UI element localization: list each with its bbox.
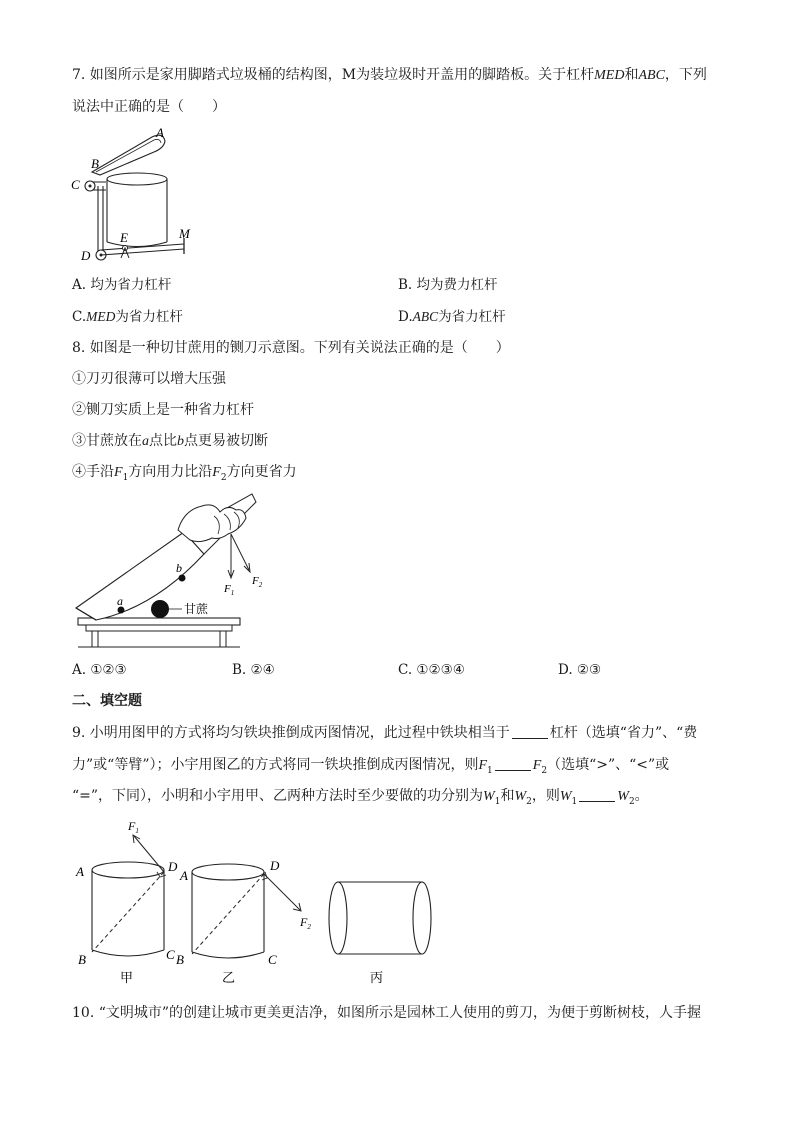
fig-label-cane: 甘蔗: [184, 602, 209, 616]
figure-yi: [176, 858, 311, 985]
fig-label-F1: $F_1$: [128, 819, 139, 835]
fig-label-M: M: [179, 226, 190, 241]
cutter-figure: [74, 490, 263, 654]
fig-caption-jia: 甲: [120, 970, 134, 985]
q9-blank-3[interactable]: [579, 787, 615, 802]
fig-label-F2: $F_2$: [300, 915, 311, 931]
fig-caption-bing: 丙: [370, 970, 384, 985]
q7-option-c[interactable]: C.MED为省力杠杆: [72, 309, 183, 325]
fig-label-A: A: [180, 868, 188, 883]
q7-option-d[interactable]: D.ABC为省力杠杆: [398, 309, 506, 325]
fig-label-C: C: [268, 952, 277, 967]
q9-line1: 9. 小明用图甲的方式将均匀铁块推倒成丙图情况，此过程中铁块相当于 杠杆（选填“省力”、“费: [72, 725, 698, 741]
q8-option-a[interactable]: A. ①②③: [72, 662, 127, 678]
q10-line1: 10. “文明城市”的创建让城市更美更洁净，如图所示是园林工人使用的剪刀，为便于剪断树枝，人手握: [72, 1005, 702, 1021]
q8-stem: 8. 如图是一种切甘蔗用的铡刀示意图。下列有关说法正确的是（ ）: [72, 340, 510, 356]
q7-stem-line1: 7. 如图所示是家用脚踏式垃圾桶的结构图，M为装垃圾时开盖用的脚踏板。关于杠杆MED和ABC，下列: [72, 67, 707, 83]
fig-label-D: D: [270, 858, 280, 873]
fig-caption-yi: 乙: [222, 970, 236, 985]
q8-statement-2: ②铡刀实质上是一种省力杠杆: [72, 402, 254, 418]
fig-label-D: D: [168, 859, 178, 874]
section-heading: 二、填空题: [72, 693, 142, 709]
fig-label-C: C: [166, 947, 175, 962]
fig-label-E: E: [120, 230, 128, 245]
fig-label-B: B: [91, 156, 99, 171]
q8-option-d[interactable]: D. ②③: [558, 662, 602, 678]
q8-option-c[interactable]: C. ①②③④: [398, 662, 465, 678]
q9-line3: “=”，下同），小明和小宇用甲、乙两种方法时至少要做的功分别为$W_1$和$W_2$，则$W_1$ $W_2$。: [72, 788, 649, 807]
figure-jia: [75, 819, 178, 985]
q8-statement-3: ③甘蔗放在a点比b点更易被切断: [72, 433, 268, 449]
fig-label-a: a: [117, 594, 123, 608]
iron-block-figure: [72, 814, 442, 990]
q9-blank-2[interactable]: [495, 756, 531, 771]
fig-label-A: A: [76, 864, 84, 879]
fig-label-b: b: [176, 561, 182, 575]
fig-label-F1: $F_1$: [224, 583, 235, 597]
trash-can-figure: [66, 124, 200, 268]
fig-label-B: B: [176, 952, 184, 967]
q7-option-a[interactable]: A. 均为省力杠杆: [72, 277, 172, 293]
q8-option-b[interactable]: B. ②④: [232, 662, 275, 678]
q7-option-b[interactable]: B. 均为费力杠杆: [398, 277, 498, 293]
fig-label-C: C: [71, 177, 80, 192]
fig-label-A: A: [156, 125, 164, 140]
fig-label-F2: $F_2$: [252, 575, 263, 589]
fig-label-B: B: [78, 952, 86, 967]
q8-statement-1: ①刀刃很薄可以增大压强: [72, 371, 226, 387]
q9-blank-1[interactable]: [512, 724, 548, 739]
q9-line2: 力”或“等臂”）；小宇用图乙的方式将同一铁块推倒成丙图情况，则$F_1$ $F_2$（选填“>”、“<”或: [72, 757, 670, 776]
q7-stem-line2: 说法中正确的是（ ）: [72, 99, 226, 115]
fig-label-D: D: [81, 248, 91, 263]
figure-bing: [329, 882, 431, 985]
q8-statement-4: ④手沿$F_1$方向用力比沿$F_2$方向更省力: [72, 464, 297, 483]
